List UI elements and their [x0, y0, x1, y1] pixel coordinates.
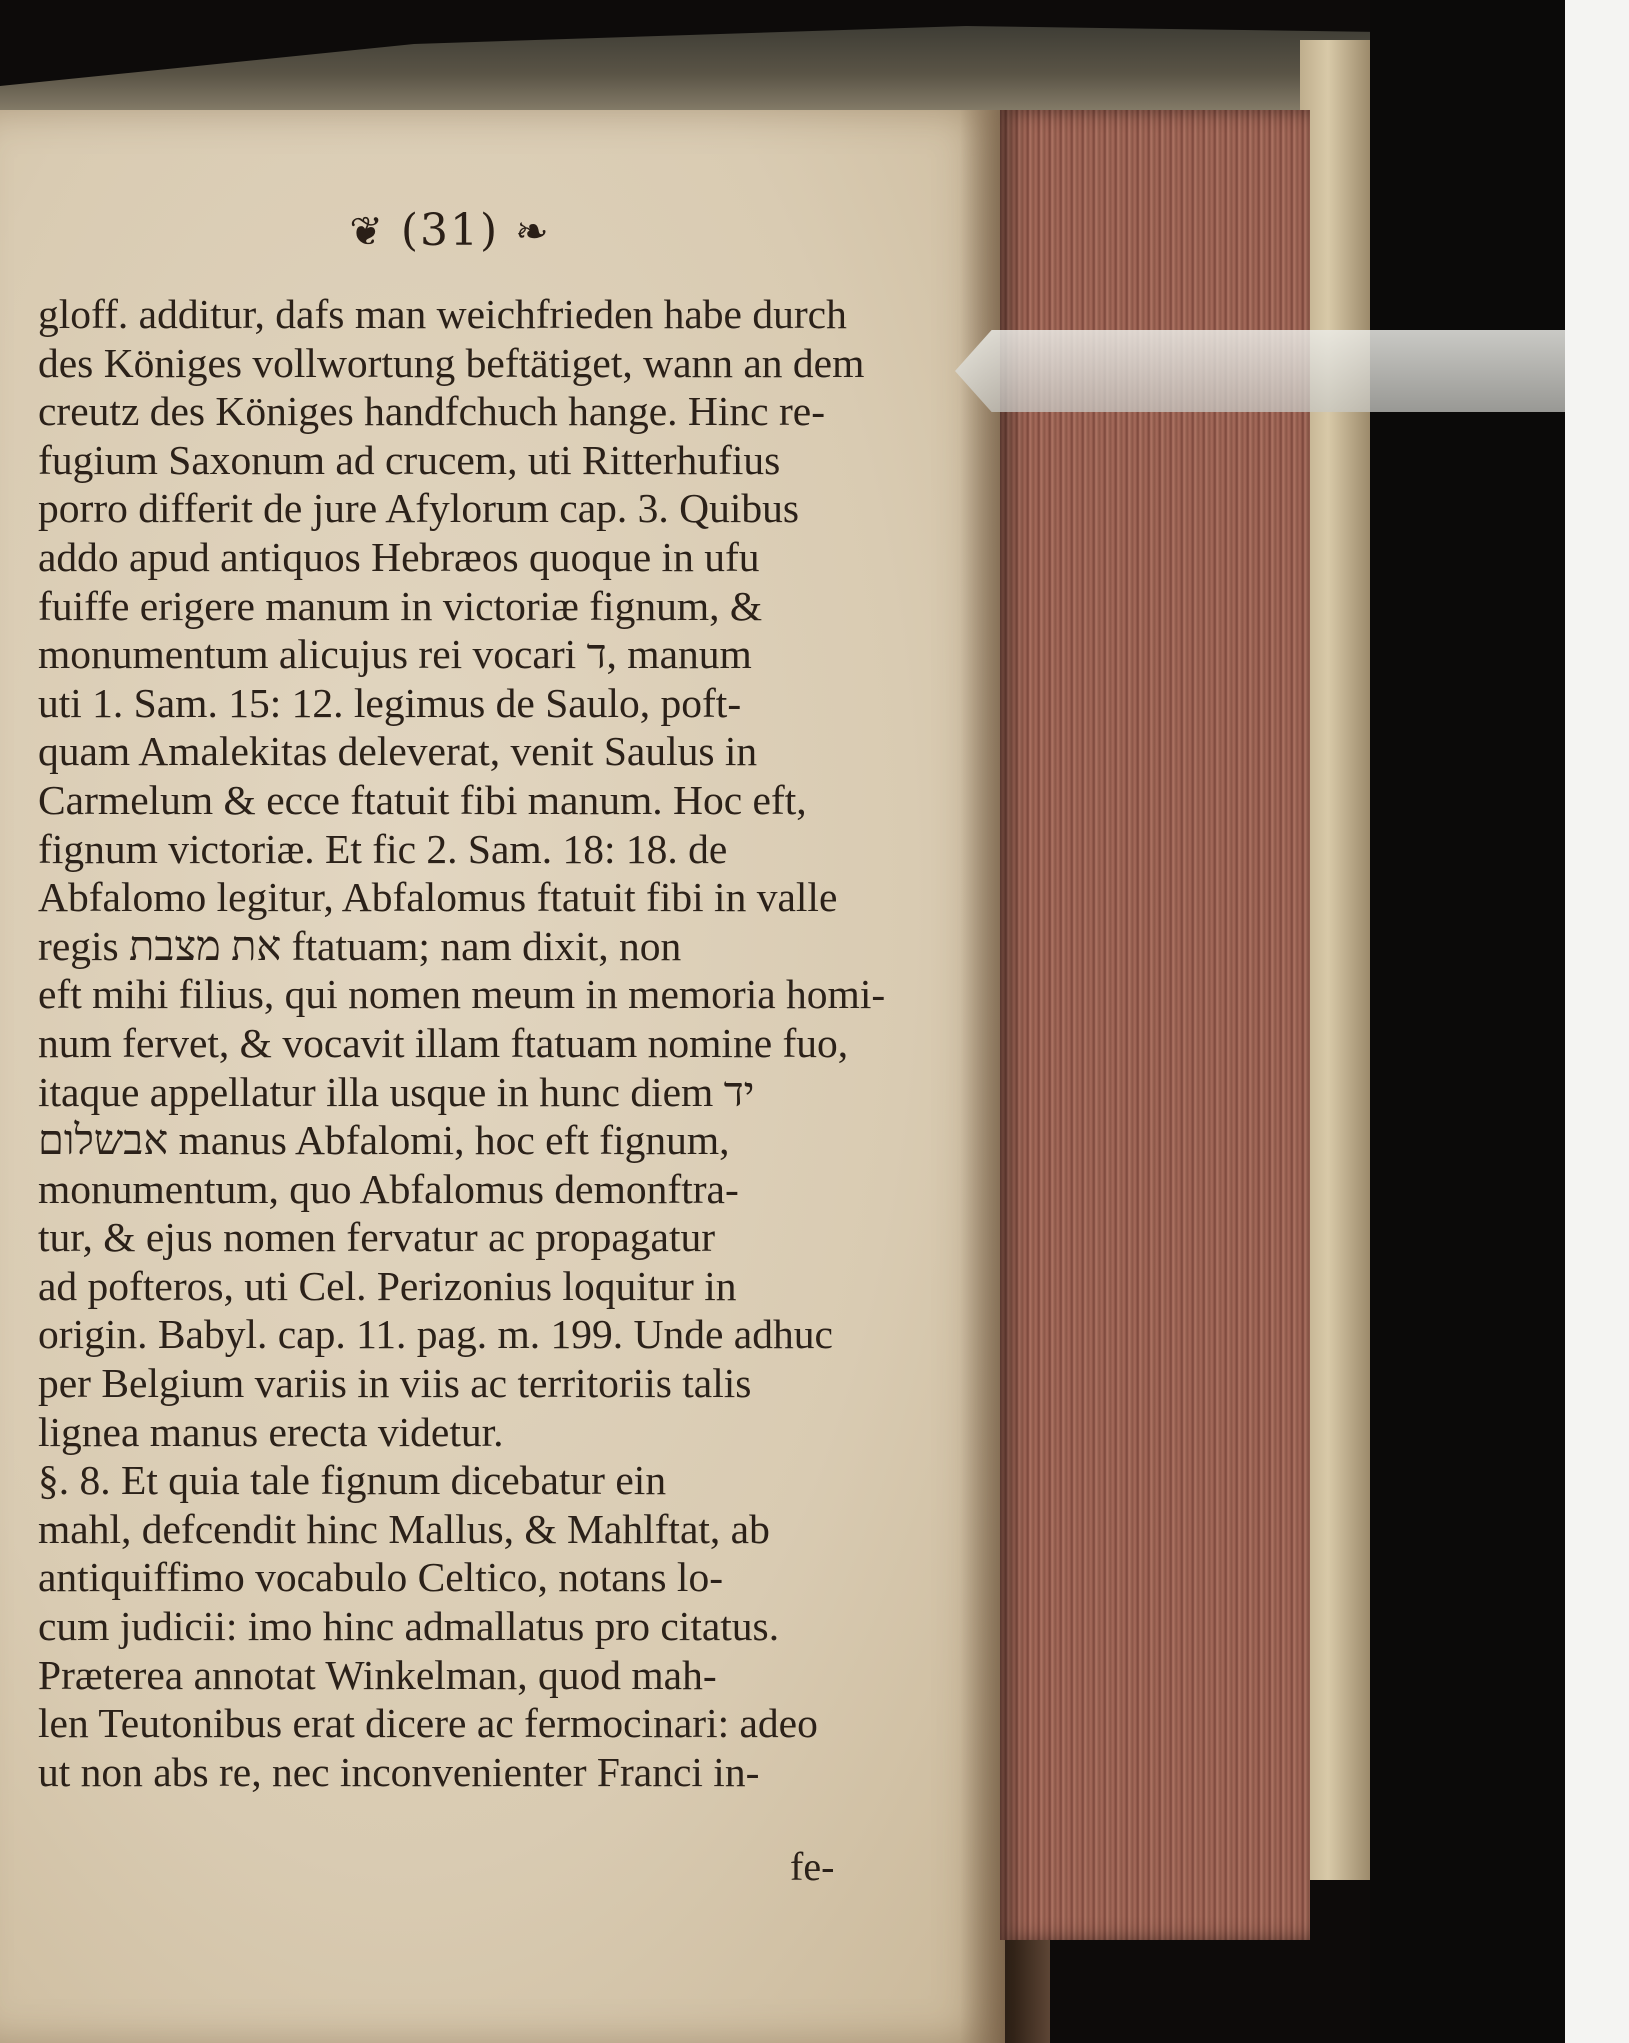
text-line-content: lignea manus erecta videtur.: [38, 1408, 504, 1455]
text-line-content: num fervet, & vocavit illam ftatuam nomine fuo,: [38, 1019, 849, 1066]
text-line: [38, 290, 883, 339]
text-line-content: creutz des Königes handfchuch hange. Hinc re-: [38, 388, 826, 435]
text-line-content: Præterea annotat Winkelman, quod mah-: [38, 1651, 717, 1698]
text-line: [38, 1408, 883, 1457]
text-line: [38, 1165, 883, 1214]
text-line-content: origin. Babyl. cap. 11. pag. m. 199. Unde adhuc: [38, 1311, 833, 1358]
text-line: [38, 679, 883, 728]
text-line-content: monumentum alicujus rei vocari ד, manum: [38, 631, 752, 678]
text-line-content: אבשלום manus Abfalomi, hoc eft fignum,: [38, 1117, 730, 1164]
text-line-content: Carmelum & ecce ftatuit fibi manum. Hoc eft,: [38, 776, 807, 823]
text-line-content: quam Amalekitas deleverat, venit Saulus in: [38, 728, 758, 775]
text-line-content: fuiffe erigere manum in victoriæ fignum, &: [38, 582, 763, 629]
text-line-content: fugium Saxonum ad crucem, uti Ritterhufius: [38, 436, 781, 483]
text-line-content: mahl, defcendit hinc Mallus, & Mahlftat, ab: [38, 1505, 770, 1552]
text-line: [38, 1213, 883, 1262]
text-line: [38, 1262, 883, 1311]
right-ornament-icon: ❧: [515, 209, 551, 255]
text-line: [38, 1116, 883, 1165]
text-line: [38, 387, 883, 436]
page-header: [0, 205, 900, 256]
text-line: [38, 582, 883, 631]
text-line: [38, 1359, 883, 1408]
text-line-content: §. 8. Et quia tale fignum dicebatur ein: [38, 1457, 667, 1504]
book-cover-edge: [1300, 40, 1370, 1880]
scan-border: [1565, 0, 1629, 2043]
text-line-content: ut non abs re, nec inconvenienter Franci in-: [38, 1748, 760, 1795]
text-line-content: fignum victoriæ. Et fic 2. Sam. 18: 18. de: [38, 825, 728, 872]
catchword: fe-: [790, 1844, 835, 1889]
left-ornament-icon: ❦: [349, 209, 385, 255]
text-line-content: uti 1. Sam. 15: 12. legimus de Saulo, poft-: [38, 679, 742, 726]
text-line: [38, 970, 886, 1019]
text-line: [38, 1699, 883, 1748]
text-line-content: itaque appellatur illa usque in hunc diem יד: [38, 1068, 755, 1115]
text-line: [38, 484, 883, 533]
text-line: [38, 1068, 883, 1117]
text-line: [38, 1553, 883, 1602]
text-line-content: regis את מצבת ftatuam; nam dixit, non: [38, 922, 682, 969]
text-line: [38, 1748, 883, 1797]
text-line: [38, 630, 883, 679]
text-line: [38, 533, 883, 582]
text-line-content: monumentum, quo Abfalomus demonftra-: [38, 1165, 739, 1212]
text-line: [38, 776, 883, 825]
text-line-content: addo apud antiquos Hebræos quoque in ufu: [38, 533, 760, 580]
page-body-text: [38, 290, 886, 1796]
text-line: [38, 1505, 883, 1554]
text-line-content: Abfalomo legitur, Abfalomus ftatuit fibi in valle: [38, 874, 838, 921]
text-line: [38, 825, 883, 874]
page-number: (31): [400, 205, 500, 256]
text-line: [38, 1602, 883, 1651]
text-line-content: ad pofteros, uti Cel. Perizonius loquitur in: [38, 1262, 737, 1309]
clear-bookmark: [955, 330, 1565, 412]
text-line-content: des Königes vollwortung beftätiget, wann an dem: [38, 339, 865, 386]
text-line: [38, 436, 883, 485]
text-line-content: per Belgium variis in viis ac territoriis talis: [38, 1360, 752, 1407]
text-line-content: antiquiffimo vocabulo Celtico, notans lo-: [38, 1554, 724, 1601]
text-line: [38, 1456, 883, 1505]
text-line-content: cum judicii: imo hinc admallatus pro citatus.: [38, 1603, 780, 1650]
text-line: [38, 1651, 883, 1700]
text-line: [38, 1310, 883, 1359]
text-line: [38, 922, 883, 971]
text-line-content: gloff. additur, dafs man weichfrieden habe durch: [38, 291, 847, 337]
text-line-content: porro differit de jure Afylorum cap. 3. Quibus: [38, 485, 800, 532]
text-line-content: eft mihi filius, qui nomen meum in memoria homi-: [38, 971, 886, 1018]
text-line: [38, 727, 883, 776]
text-line-content: len Teutonibus erat dicere ac fermocinari: adeo: [38, 1700, 818, 1747]
text-line: [38, 873, 883, 922]
text-line: [38, 1019, 883, 1068]
text-line-content: tur, & ejus nomen fervatur ac propagatur: [38, 1214, 716, 1261]
text-line: [38, 339, 883, 388]
